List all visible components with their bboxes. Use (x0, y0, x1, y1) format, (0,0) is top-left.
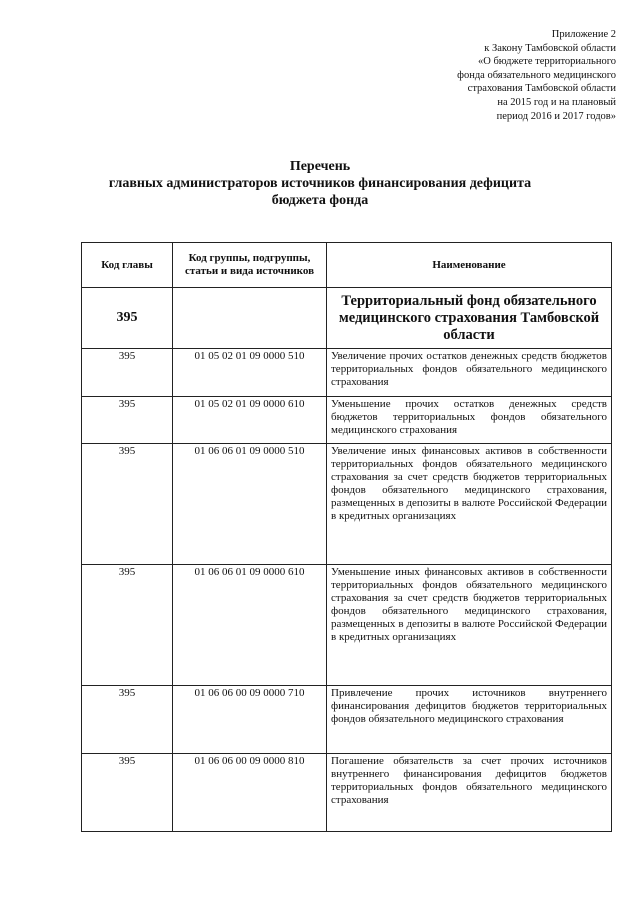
source-code-cell: 01 06 06 00 09 0000 810 (173, 754, 327, 832)
appendix-line: Приложение 2 (551, 29, 616, 40)
source-code-cell: 01 06 06 01 09 0000 510 (173, 444, 327, 565)
chapter-code-cell: 395 (82, 565, 173, 686)
table-row (82, 565, 612, 686)
appendix-line: на 2015 год и на плановый (497, 96, 616, 108)
appendix-line: «О бюджете территориального (478, 56, 616, 68)
chapter-code-cell: 395 (82, 444, 173, 565)
chapter-code-cell: 395 (82, 686, 173, 754)
source-code-cell: 01 06 06 01 09 0000 610 (173, 565, 327, 686)
chapter-code-cell: 395 (82, 397, 173, 444)
appendix-line: фонда обязательного медицинского (457, 69, 616, 81)
title-line: бюджета фонда (271, 193, 369, 208)
sources-table (81, 242, 612, 832)
source-code-cell: 01 05 02 01 09 0000 510 (173, 349, 327, 397)
header-source-code: Код группы, подгруппы, статьи и вида источников (173, 243, 327, 288)
source-name-cell: Увеличение иных финансовых активов в собственности территориальных фондов обязательного медицинского страхования за счет средств бюджетов территориальных фондов обязательного медицинского страхования, размещенных в депозиты в валюте Российской Федерации в кредитных организациях (327, 444, 612, 565)
admin-empty-cell (173, 288, 327, 349)
admin-code: 395 (82, 288, 173, 349)
document-title (0, 158, 640, 209)
title-line: Перечень (289, 159, 351, 174)
table-row (82, 349, 612, 397)
source-code-cell: 01 05 02 01 09 0000 610 (173, 397, 327, 444)
source-name-cell: Погашение обязательств за счет прочих источников внутреннего финансирования дефицитов бюджетов территориальных фондов обязательного медицинского страхования (327, 754, 612, 832)
chapter-code-cell: 395 (82, 754, 173, 832)
table-row (82, 754, 612, 832)
header-name: Наименование (327, 243, 612, 288)
table-row (82, 397, 612, 444)
title-line: главных администраторов источников финансирования дефицита (108, 176, 532, 191)
source-code-cell: 01 06 06 00 09 0000 710 (173, 686, 327, 754)
source-name-cell: Уменьшение иных финансовых активов в собственности территориальных фондов обязательного медицинского страхования за счет средств бюджетов территориальных фондов обязательного медицинского страхования, размещенных в депозиты в валюте Российской Федерации в кредитных организациях (327, 565, 612, 686)
appendix-note (457, 28, 616, 123)
chapter-code-cell: 395 (82, 349, 173, 397)
source-name-cell: Привлечение прочих источников внутреннего финансирования дефицитов бюджетов территориальных фондов обязательного медицинского страхования (327, 686, 612, 754)
appendix-line: период 2016 и 2017 годов» (496, 110, 616, 122)
appendix-line: к Закону Тамбовской области (484, 42, 616, 54)
admin-name: Территориальный фонд обязательного медицинского страхования Тамбовской области (327, 288, 612, 349)
administrator-row (82, 288, 612, 349)
table-row (82, 444, 612, 565)
table-row (82, 686, 612, 754)
header-chapter-code: Код главы (82, 243, 173, 288)
table-header-row (82, 243, 612, 288)
source-name-cell: Увеличение прочих остатков денежных средств бюджетов территориальных фондов обязательного медицинского страхования (327, 349, 612, 397)
appendix-line: страхования Тамбовской области (467, 83, 616, 95)
source-name-cell: Уменьшение прочих остатков денежных средств бюджетов территориальных фондов обязательного медицинского страхования (327, 397, 612, 444)
